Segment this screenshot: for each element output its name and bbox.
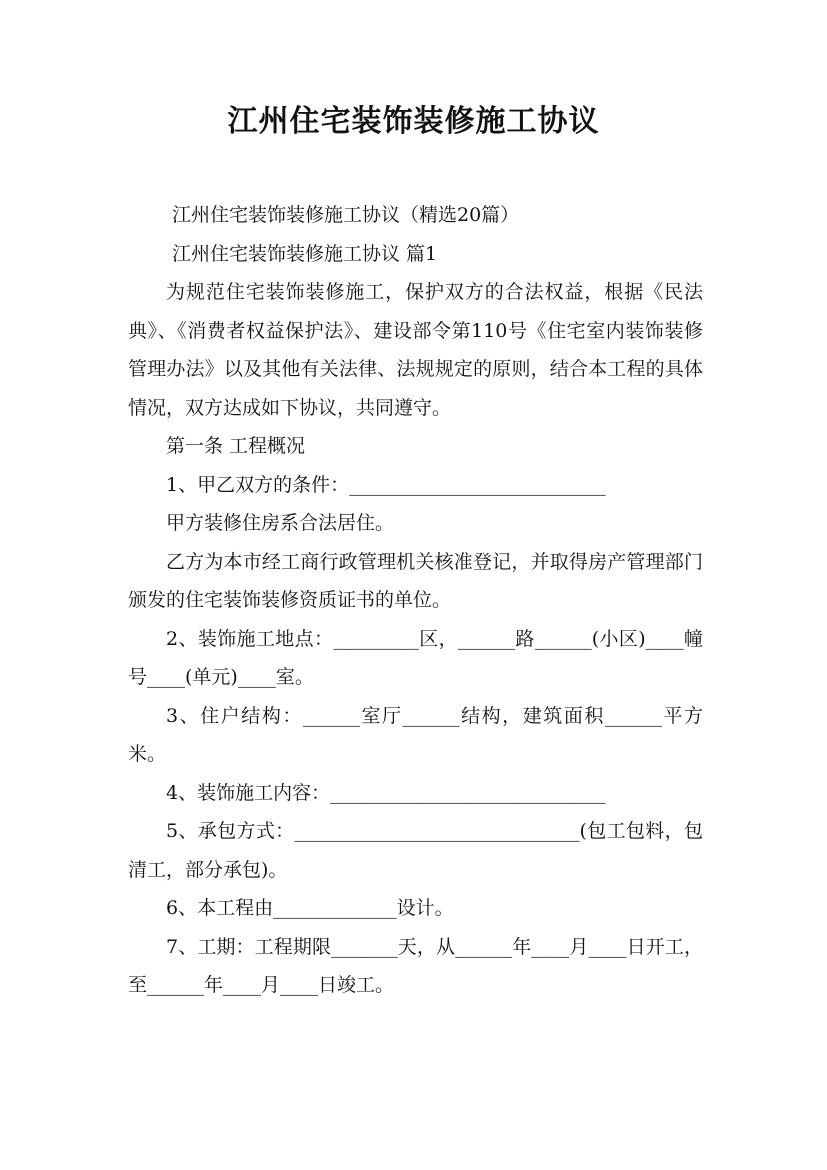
paragraph-preamble: 为规范住宅装饰装修施工，保护双方的合法权益，根据《民法典》、《消费者权益保护法》、建设部令第110号《住宅室内装饰装修管理办法》以及其他有关法律、法规规定的原则，结合本工程的具体情况，双方达成如下协议，共同遵守。 bbox=[128, 281, 703, 419]
clause-3: 3、住户结构：______室厅______结构，建筑面积______平方米。 bbox=[128, 704, 703, 765]
clause-party-a: 甲方装修住房系合法居住。 bbox=[166, 512, 395, 534]
clause-6: 6、本工程由_____________设计。 bbox=[166, 897, 454, 919]
document-body bbox=[128, 196, 703, 1005]
clause-4: 4、装饰施工内容：_____________________________ bbox=[166, 781, 606, 804]
subtitle: 江州住宅装饰装修施工协议（精选20篇） bbox=[172, 204, 520, 226]
clause-party-b: 乙方为本市经工商行政管理机关核准登记，并取得房产管理部门颁发的住宅装饰装修资质证书的单位。 bbox=[128, 550, 703, 611]
clause-7: 7、工期：工程期限_______天，从______年____月____日开工，至______年____月____日竣工。 bbox=[128, 935, 703, 996]
article-heading: 第一条 工程概况 bbox=[166, 435, 306, 457]
document-title: 江州住宅装饰装修施工协议 bbox=[227, 104, 600, 139]
clause-1: 1、甲乙双方的条件：___________________________ bbox=[166, 473, 606, 496]
clause-5: 5、承包方式：______________________________(包工包料，包清工，部分承包)。 bbox=[128, 820, 703, 881]
section-heading: 江州住宅装饰装修施工协议 篇1 bbox=[172, 242, 438, 265]
clause-2: 2、装饰施工地点：_________区，______路______(小区)____幢号____(单元)____室。 bbox=[128, 627, 703, 688]
